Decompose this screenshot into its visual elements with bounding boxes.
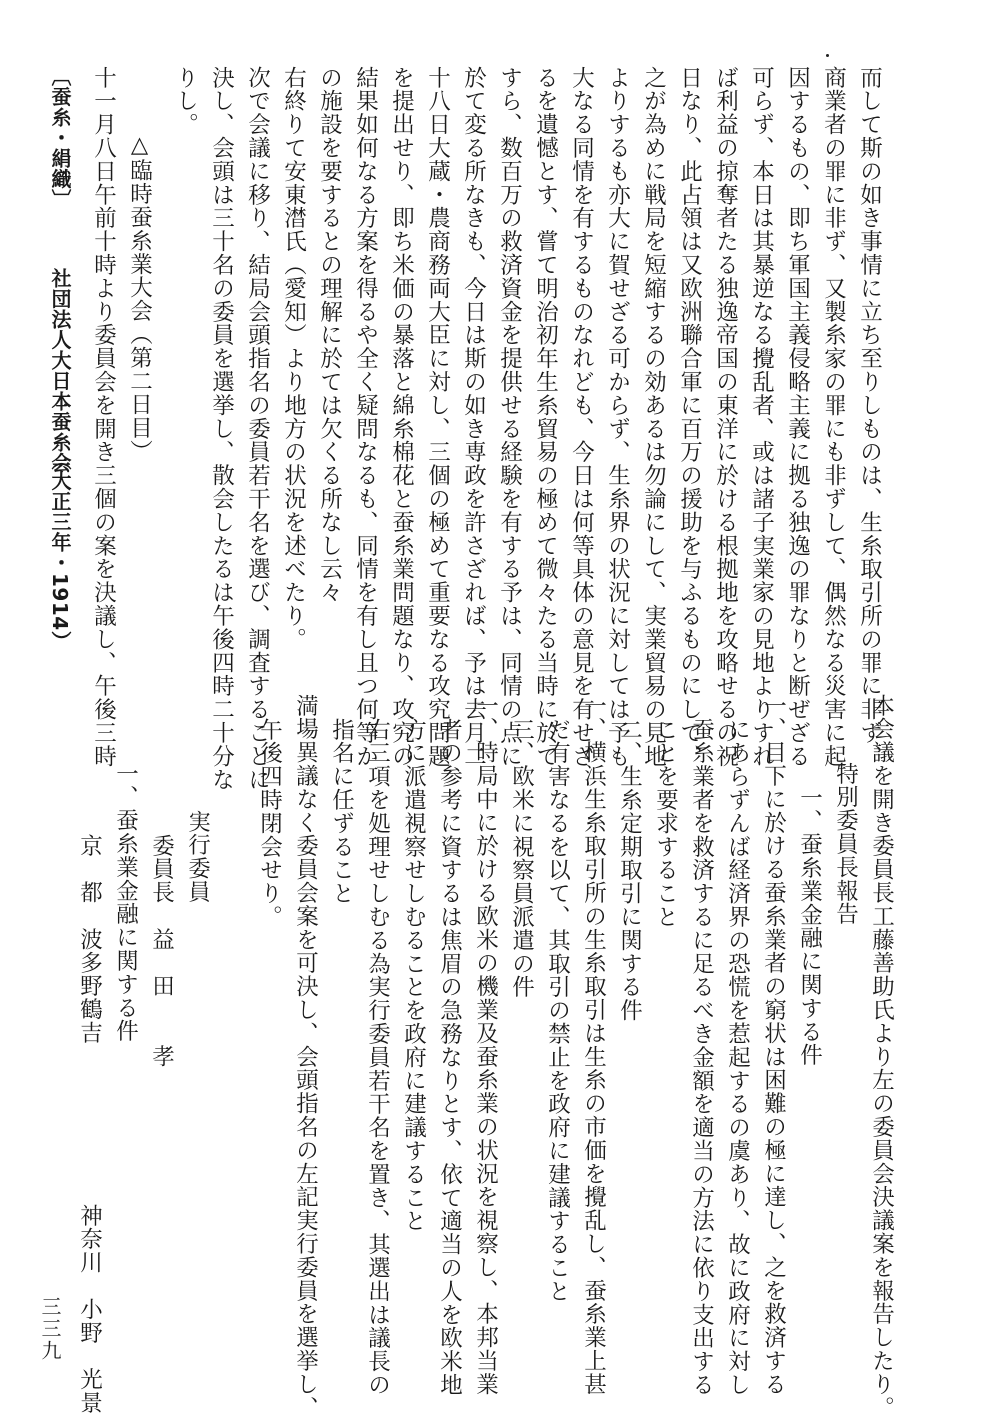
upper-line: 因するもの、即ち軍国主義侵略主義に拠る独逸の罪なりと断ぜざる xyxy=(784,66,811,768)
report-item: 三、欧米に視察員派遣の件 xyxy=(508,718,535,999)
upper-line: 大なる同情を有するものなれども、今日は何等具体の意見を有せざ xyxy=(568,66,595,768)
upper-line: の施設を要するとの理解に於ては欠くる所なし云々 xyxy=(316,66,343,605)
resolution-line: 満場異議なく委員会案を可決し、会頭指名の左記実行委員を選挙し、 xyxy=(292,694,319,1419)
report-item: 一、横浜生糸取引所の生糸取引は生糸の市価を攪乱し、蚕糸業上甚 xyxy=(580,694,607,1396)
report-item: 一、蚕糸業金融に関する件 xyxy=(796,786,823,1067)
upper-line: 於て変る所なきも、今日は斯の如き専政を許さざれば、予は去月二 xyxy=(460,66,487,768)
upper-line: 決し、会頭は三十名の委員を選挙し、散会したるは午後四時二十分な xyxy=(208,66,235,792)
report-title: 特別委員長報告 xyxy=(832,762,859,926)
report-item: にあらずんば経済界の恐慌を惹起するの虞あり、故に政府に対し xyxy=(724,718,751,1397)
upper-line: 次で会議に移り、結局会頭指名の委員若干名を選び、調査することに xyxy=(244,66,271,792)
upper-line: よりするも亦大に賀せざる可からず、生糸界の状況に対しては予も xyxy=(604,66,631,768)
committee-member: 京 都 波多野鶴吉 xyxy=(76,834,103,1045)
committee-chair: 委員長 益 田 孝 xyxy=(148,834,175,1068)
report-intro: 本会議を開き委員長工藤善助氏より左の委員会決議案を報告したり。 xyxy=(868,694,895,1419)
report-item: 一、目下に於ける蚕糸業者の窮状は困難の極に達し、之を救済する xyxy=(760,694,787,1396)
upper-line: 商業者の罪に非ず、又製糸家の罪にも非ずして、偶然なる災害に起 xyxy=(820,66,847,768)
committee-title: 実行委員 xyxy=(184,810,211,904)
upper-line: 日なり、此占領は又欧洲聯合軍に百万の援助を与ふるものにして、 xyxy=(676,66,703,768)
report-item: 方に派遣視察せしむることを政府に建議すること xyxy=(400,718,427,1233)
upper-line: すら、数百万の救済資金を提供せる経験を有する予は、同情の点に xyxy=(496,66,523,768)
report-item: 二、生糸定期取引に関する件 xyxy=(616,718,643,1023)
upper-line: ば利益の掠奪者たる独逸帝国の東洋に於ける根拠地を攻略せるの祝 xyxy=(712,66,739,768)
upper-line: 結果如何なる方案を得るや全く疑問なるも、同情を有し且つ何等か xyxy=(352,66,379,768)
upper-line: るを遺憾とす、嘗て明治初年生糸貿易の極めて微々たる当時に於て xyxy=(532,66,559,768)
report-item: だ有害なるを以て、其取引の禁止を政府に建議すること xyxy=(544,718,571,1303)
report-item: 蚕糸業者を救済するに足るべき金額を適当の方法に依り支出する xyxy=(688,718,715,1397)
upper-line: 十八日大蔵・農商務両大臣に対し、三個の極めて重要なる攻究問題 xyxy=(424,66,451,768)
upper-line: を提出せり、即ち米価の暴落と綿糸棉花と蚕糸業問題なり、攻究の xyxy=(388,66,415,768)
upper-line: 而して斯の如き事情に立ち至りしものは、生糸取引所の罪に非ず、 xyxy=(856,66,883,768)
report-item: ことを要求すること xyxy=(652,718,679,929)
print-speck xyxy=(826,54,829,57)
committee-member: 神奈川 小野 光景 xyxy=(76,1204,103,1415)
footer-organization: 社団法人大日本蚕糸会 xyxy=(48,268,72,473)
upper-line: 右終りて安東澘氏（愛知）より地方の状況を述べたり。 xyxy=(280,66,307,651)
resolution-line: 午後四時閉会せり。 xyxy=(256,718,283,929)
committee-sub-item: 一、蚕糸業金融に関する件 xyxy=(112,762,139,1043)
report-item: 者の参考に資するは焦眉の急務なりとす、依て適当の人を欧米地 xyxy=(436,718,463,1397)
report-item: 指名に任ずること xyxy=(328,718,355,906)
upper-line: 之が為めに戦局を短縮するの効あるは勿論にして、実業貿易の見地 xyxy=(640,66,667,768)
report-item: 右三項を処理せしむる為実行委員若干名を置き、其選出は議長の xyxy=(364,718,391,1397)
report-item: 一、時局中に於ける欧米の機業及蚕糸業の状況を視察し、本邦当業 xyxy=(472,694,499,1396)
section-heading: △臨時蚕糸業大会（第二日目） xyxy=(126,132,153,464)
footer-year: （大正三年・1914） xyxy=(48,450,72,652)
page-number: 三三九 xyxy=(38,1296,62,1362)
upper-line: 十一月八日午前十時より委員会を開き三個の案を決議し、午後三時 xyxy=(90,66,117,768)
upper-line: 可らず、本日は其暴逆なる攪乱者、或は諸子実業家の見地よりすれ xyxy=(748,66,775,768)
upper-line: りし。 xyxy=(172,66,199,137)
footer-category: 〔蚕糸・絹織〕 xyxy=(48,66,72,210)
